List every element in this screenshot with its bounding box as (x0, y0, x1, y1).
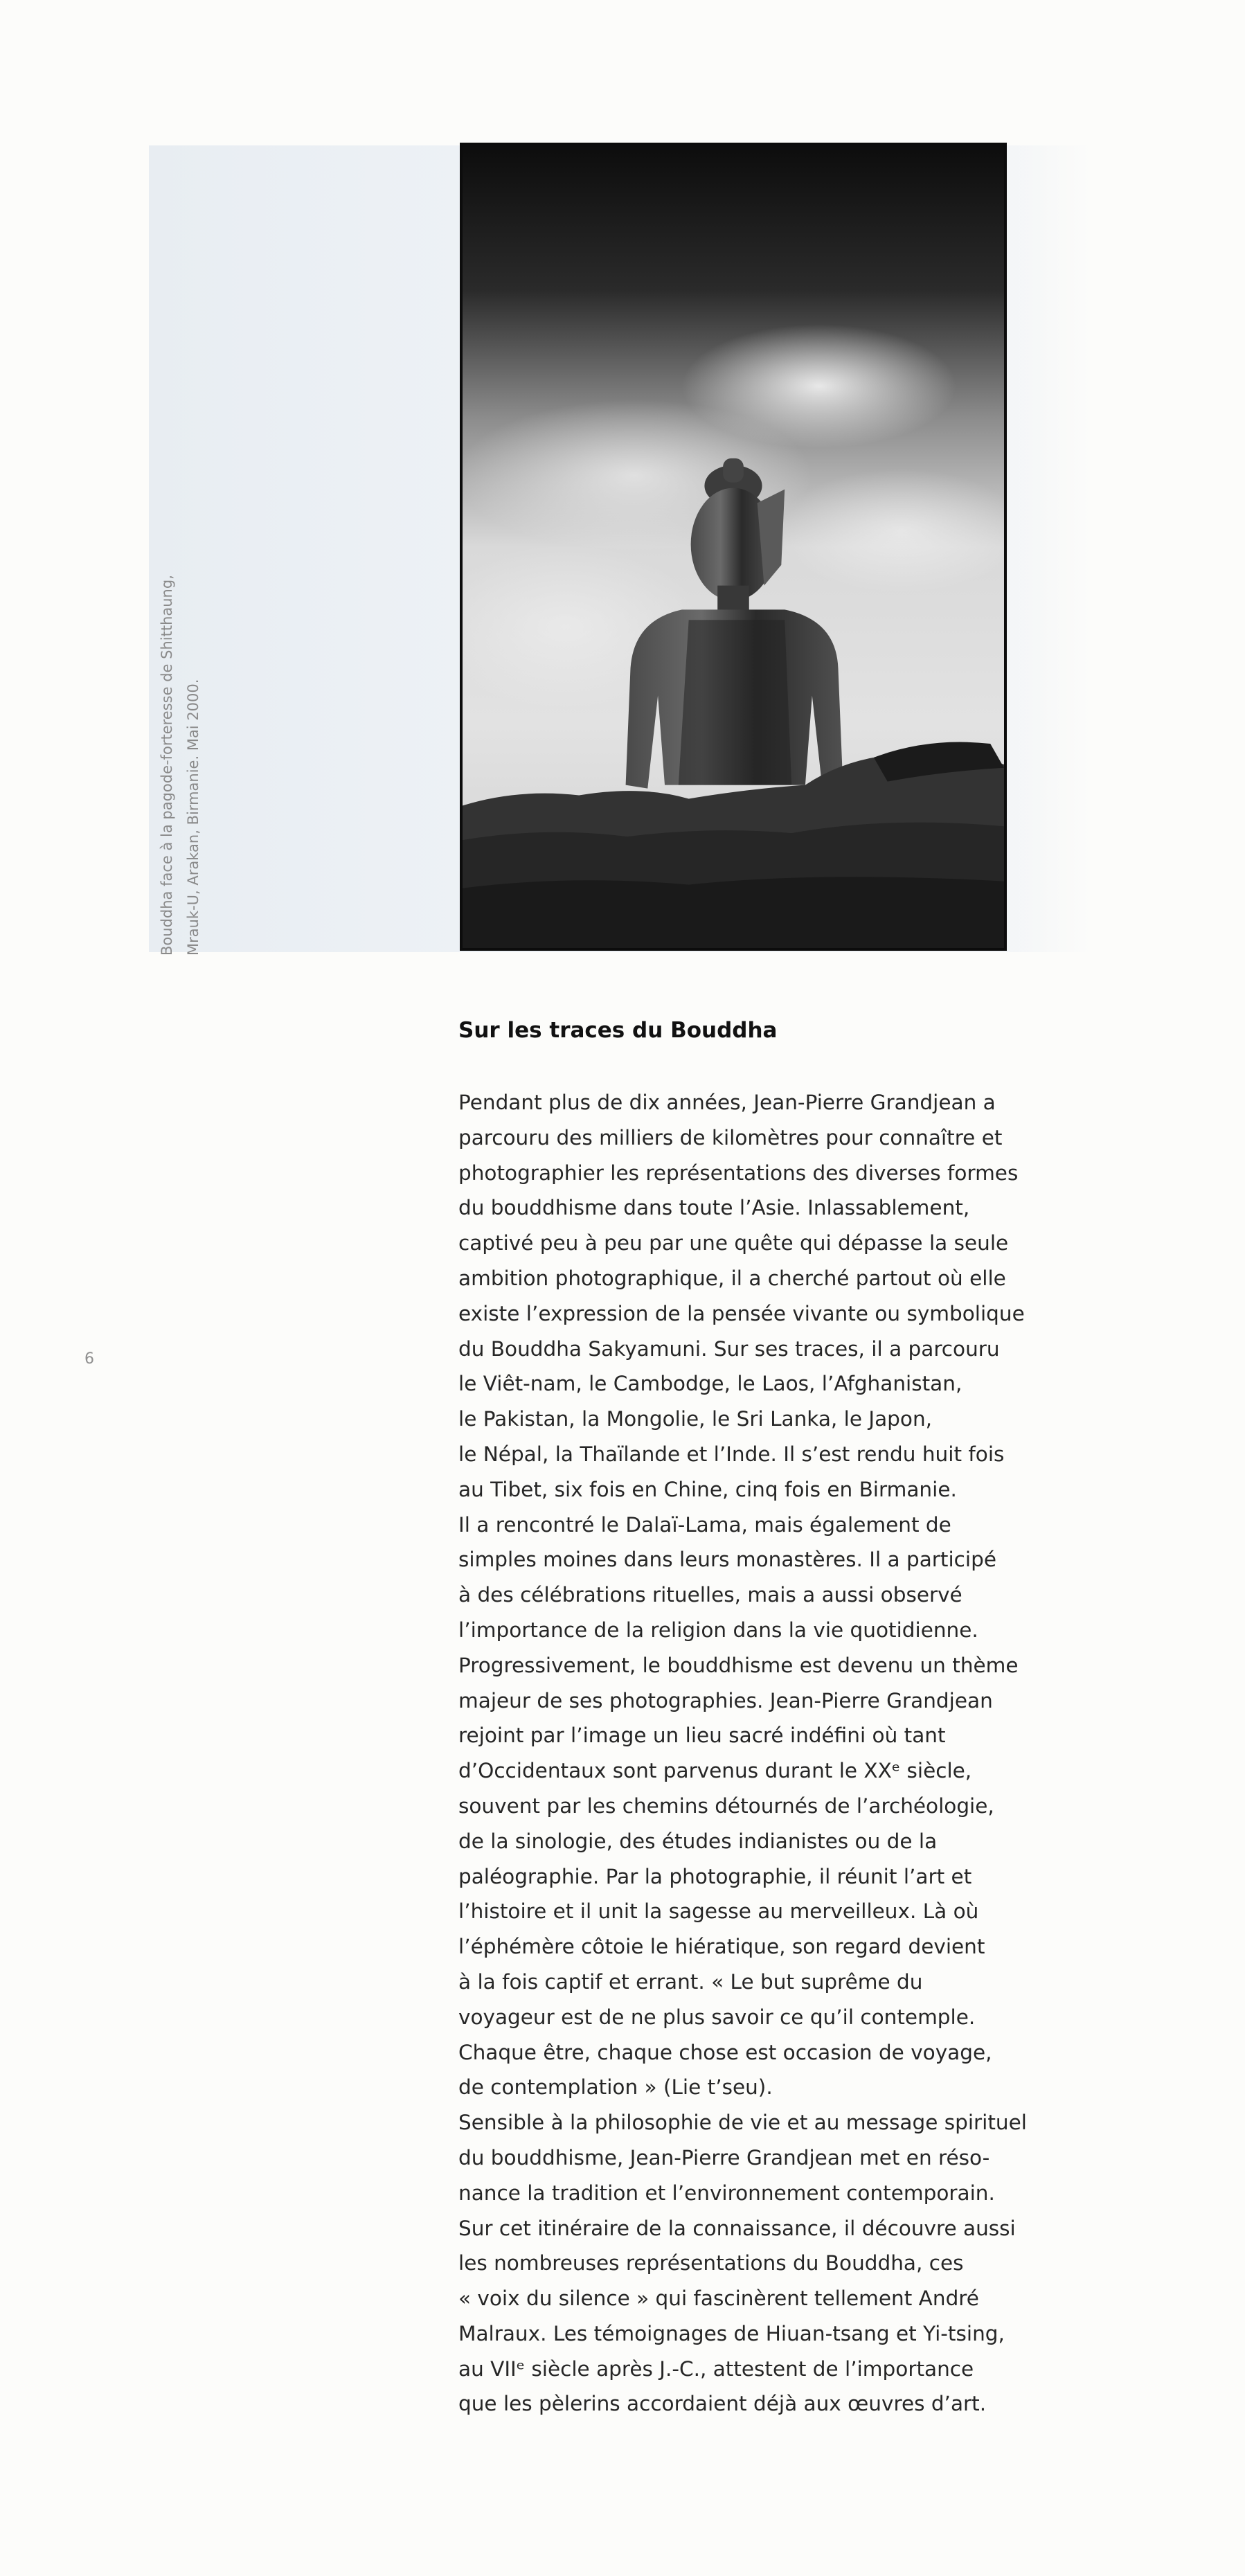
section-title: Sur les traces du Bouddha (458, 1018, 778, 1043)
body-line: le Pakistan, la Mongolie, le Sri Lanka, le Japon, (458, 1407, 933, 1431)
body-text (458, 1085, 1027, 2422)
body-line: le Népal, la Thaïlande et l’Inde. Il s’est rendu huit fois (458, 1442, 1005, 1466)
body-line: nance la tradition et l’environnement contemporain. (458, 2181, 995, 2205)
body-line: Progressivement, le bouddhisme est devenu un thème (458, 1653, 1019, 1677)
body-line: ambition photographique, il a cherché partout où elle (458, 1266, 1006, 1290)
body-line: le Viêt-nam, le Cambodge, le Laos, l’Afghanistan, (458, 1372, 962, 1396)
body-line: souvent par les chemins détournés de l’archéologie, (458, 1794, 994, 1818)
body-line: du Bouddha Sakyamuni. Sur ses traces, il a parcouru (458, 1336, 1000, 1361)
body-line: majeur de ses photographies. Jean-Pierre Grandjean (458, 1688, 993, 1712)
body-line: Sensible à la philosophie de vie et au message spirituel (458, 2111, 1027, 2135)
body-line: paléographie. Par la photographie, il réunit l’art et (458, 1864, 972, 1888)
body-line: rejoint par l’image un lieu sacré indéfini où tant (458, 1724, 946, 1748)
buddha-photograph (460, 143, 1007, 951)
body-line: parcouru des milliers de kilomètres pour connaître et (458, 1125, 1003, 1150)
page-number: 6 (84, 1350, 94, 1368)
body-line: au VIIᵉ siècle après J.-C., attestent de l’importance (458, 2356, 974, 2381)
body-line: photographier les représentations des diverses formes (458, 1161, 1019, 1185)
body-line: Il a rencontré le Dalaï-Lama, mais également de (458, 1512, 951, 1537)
body-line: au Tibet, six fois en Chine, cinq fois en Birmanie. (458, 1477, 957, 1501)
body-line: voyageur est de ne plus savoir ce qu’il contemple. (458, 2005, 976, 2029)
panel-fade (997, 145, 1094, 952)
caption-line-2: Mrauk-U, Arakan, Birmanie. Mai 2000. (185, 679, 201, 956)
body-line: simples moines dans leurs monastères. Il a participé (458, 1548, 996, 1572)
body-line: Chaque être, chaque chose est occasion de voyage, (458, 2040, 992, 2064)
body-line: l’importance de la religion dans la vie quotidienne. (458, 1618, 978, 1642)
body-line: à des célébrations rituelles, mais a aussi observé (458, 1583, 962, 1607)
body-line: que les pèlerins accordaient déjà aux œuvres d’art. (458, 2392, 987, 2416)
body-line: existe l’expression de la pensée vivante ou symbolique (458, 1301, 1025, 1325)
body-line: « voix du silence » qui fascinèrent tellement André (458, 2287, 979, 2311)
body-line: du bouddhisme dans toute l’Asie. Inlassablement, (458, 1196, 970, 1220)
body-line: de la sinologie, des études indianistes ou de la (458, 1829, 938, 1853)
photo-caption (154, 568, 206, 956)
body-line: de contemplation » (Lie t’seu). (458, 2075, 773, 2100)
body-line: du bouddhisme, Jean-Pierre Grandjean met en réso- (458, 2145, 990, 2170)
body-line: captivé peu à peu par une quête qui dépasse la seule (458, 1231, 1009, 1255)
body-line: à la fois captif et errant. « Le but suprême du (458, 1969, 923, 1994)
body-line: les nombreuses représentations du Bouddha, ces (458, 2251, 964, 2275)
body-line: Sur cet itinéraire de la connaissance, il découvre aussi (458, 2216, 1016, 2240)
body-line: d’Occidentaux sont parvenus durant le XXᵉ siècle, (458, 1759, 972, 1783)
body-line: l’histoire et il unit la sagesse au merveilleux. Là où (458, 1899, 979, 1924)
body-line: Malraux. Les témoignages de Hiuan-tsang et Yi-tsing, (458, 2321, 1005, 2345)
body-line: l’éphémère côtoie le hiératique, son regard devient (458, 1935, 985, 1959)
body-line: Pendant plus de dix années, Jean-Pierre Grandjean a (458, 1091, 996, 1114)
caption-line-1: Bouddha face à la pagode-forteresse de Shitthaung, (159, 575, 175, 956)
